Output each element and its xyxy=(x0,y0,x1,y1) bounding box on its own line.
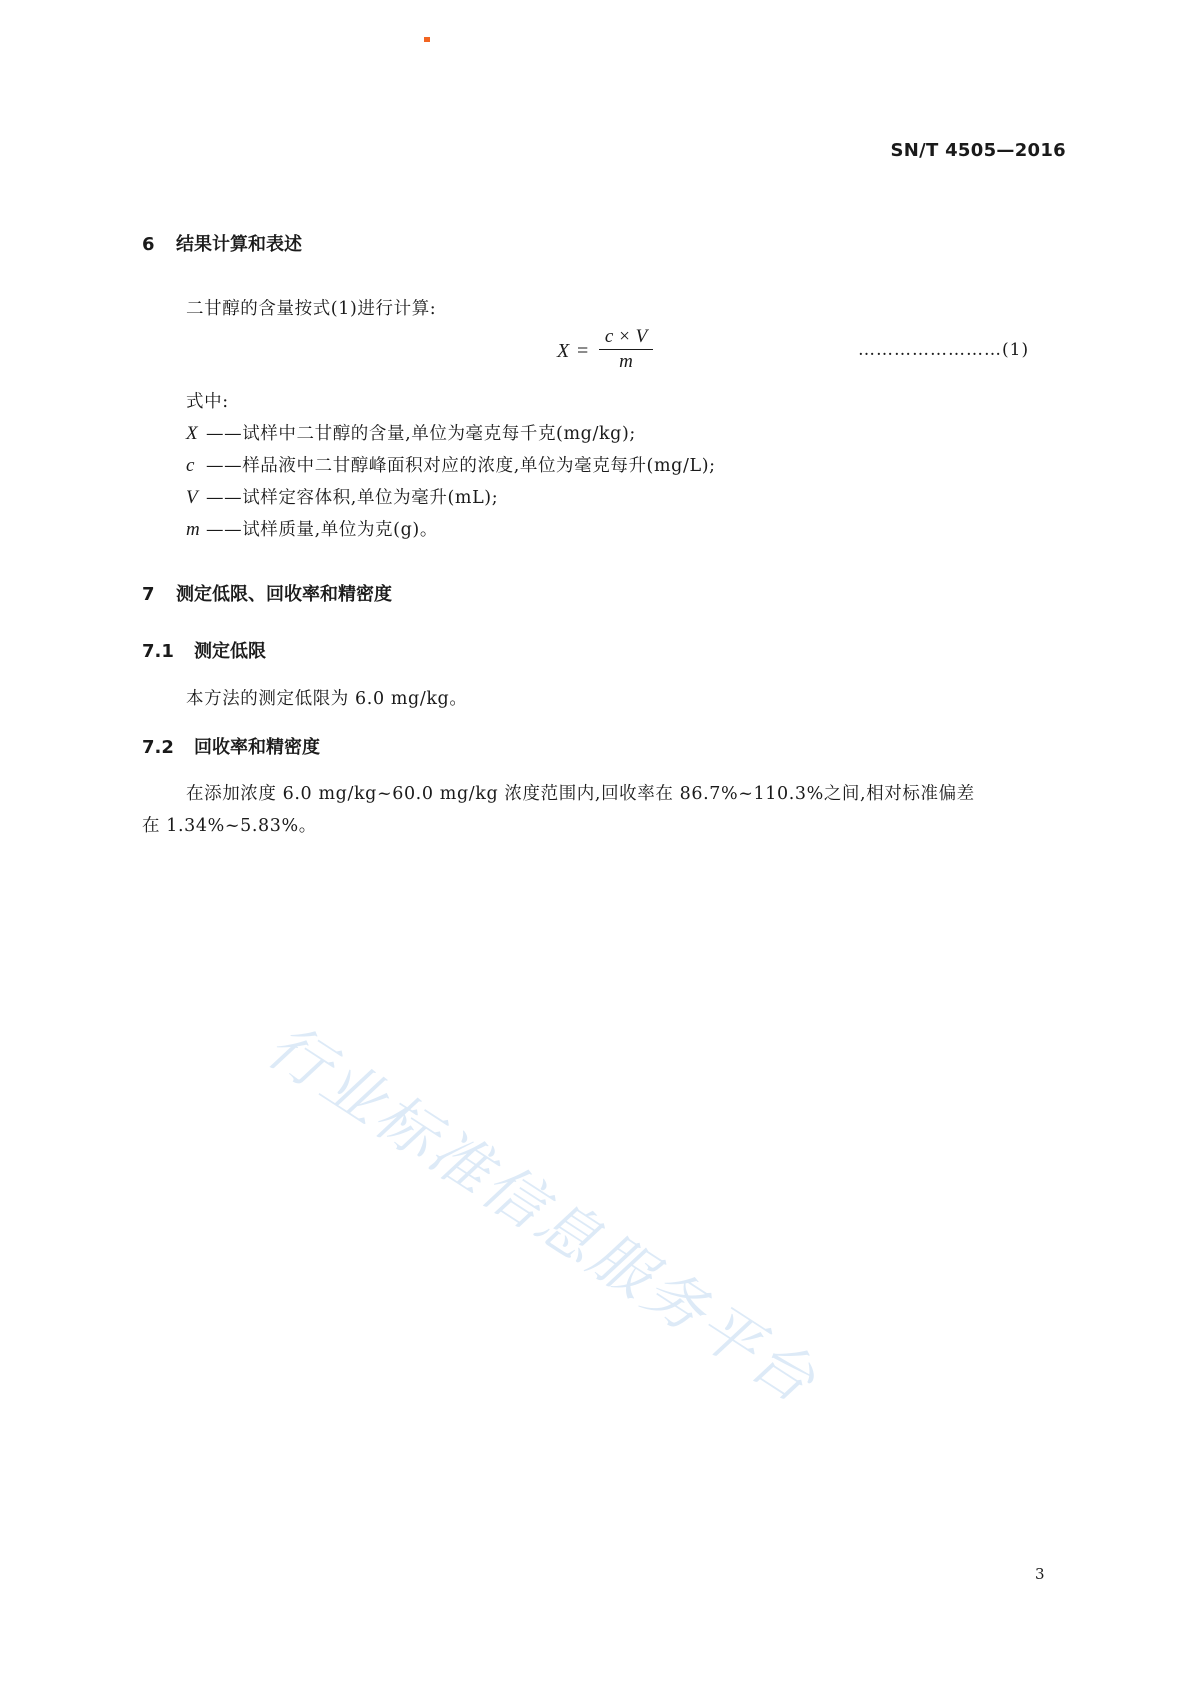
section-7-2-text-line1: 在添加浓度 6.0 mg/kg~60.0 mg/kg 浓度范围内,回收率在 86.7%~110.3%之间,相对标准偏差 xyxy=(186,784,975,804)
top-orange-mark xyxy=(424,37,430,42)
section-7-2-title: 回收率和精密度 xyxy=(194,737,320,758)
formula-fraction xyxy=(599,326,653,372)
formula-intro: 二甘醇的含量按式(1)进行计算: xyxy=(186,299,437,319)
section-7-1-title: 测定低限 xyxy=(194,641,266,662)
variable-description: ——试样定容体积,单位为毫升(mL); xyxy=(206,488,499,508)
variable-symbol: V xyxy=(186,487,199,508)
page-number: 3 xyxy=(1035,1565,1045,1583)
section-6-heading xyxy=(142,230,302,256)
variable-row-c xyxy=(186,452,716,477)
section-7-1-heading xyxy=(142,637,266,663)
variable-row-v xyxy=(186,484,498,509)
variable-description: ——样品液中二甘醇峰面积对应的浓度,单位为毫克每升(mg/L); xyxy=(206,456,716,476)
section-7-2-number: 7.2 xyxy=(142,737,174,758)
section-7-number: 7 xyxy=(142,584,155,605)
formula-denominator: m xyxy=(619,351,633,372)
section-7-1-text: 本方法的测定低限为 6.0 mg/kg。 xyxy=(186,689,468,709)
fraction-bar xyxy=(599,349,653,350)
variable-description: ——试样中二甘醇的含量,单位为毫克每千克(mg/kg); xyxy=(206,424,636,444)
section-7-heading xyxy=(142,580,392,606)
watermark: 行业标准信息服务平台 xyxy=(254,1010,830,1419)
standard-code: SN/T 4505—2016 xyxy=(890,140,1066,161)
section-6-number: 6 xyxy=(142,234,155,255)
variable-description: ——试样质量,单位为克(g)。 xyxy=(206,520,438,540)
section-6-title: 结果计算和表述 xyxy=(176,234,302,255)
variable-symbol: c xyxy=(186,455,196,476)
variable-symbol: X xyxy=(186,423,199,444)
formula-lhs: X xyxy=(557,340,570,362)
equation-number: ……………………(1) xyxy=(858,340,1030,360)
section-7-2-heading xyxy=(142,733,320,759)
variable-row-m xyxy=(186,516,438,541)
where-label: 式中: xyxy=(186,392,229,412)
formula-equals: = xyxy=(577,340,589,362)
section-7-title: 测定低限、回收率和精密度 xyxy=(176,584,392,605)
variable-row-x xyxy=(186,420,636,445)
formula-numerator: c × V xyxy=(604,326,648,347)
variable-symbol: m xyxy=(186,519,201,540)
section-7-2-text-line2: 在 1.34%~5.83%。 xyxy=(142,816,317,836)
section-7-1-number: 7.1 xyxy=(142,641,174,662)
